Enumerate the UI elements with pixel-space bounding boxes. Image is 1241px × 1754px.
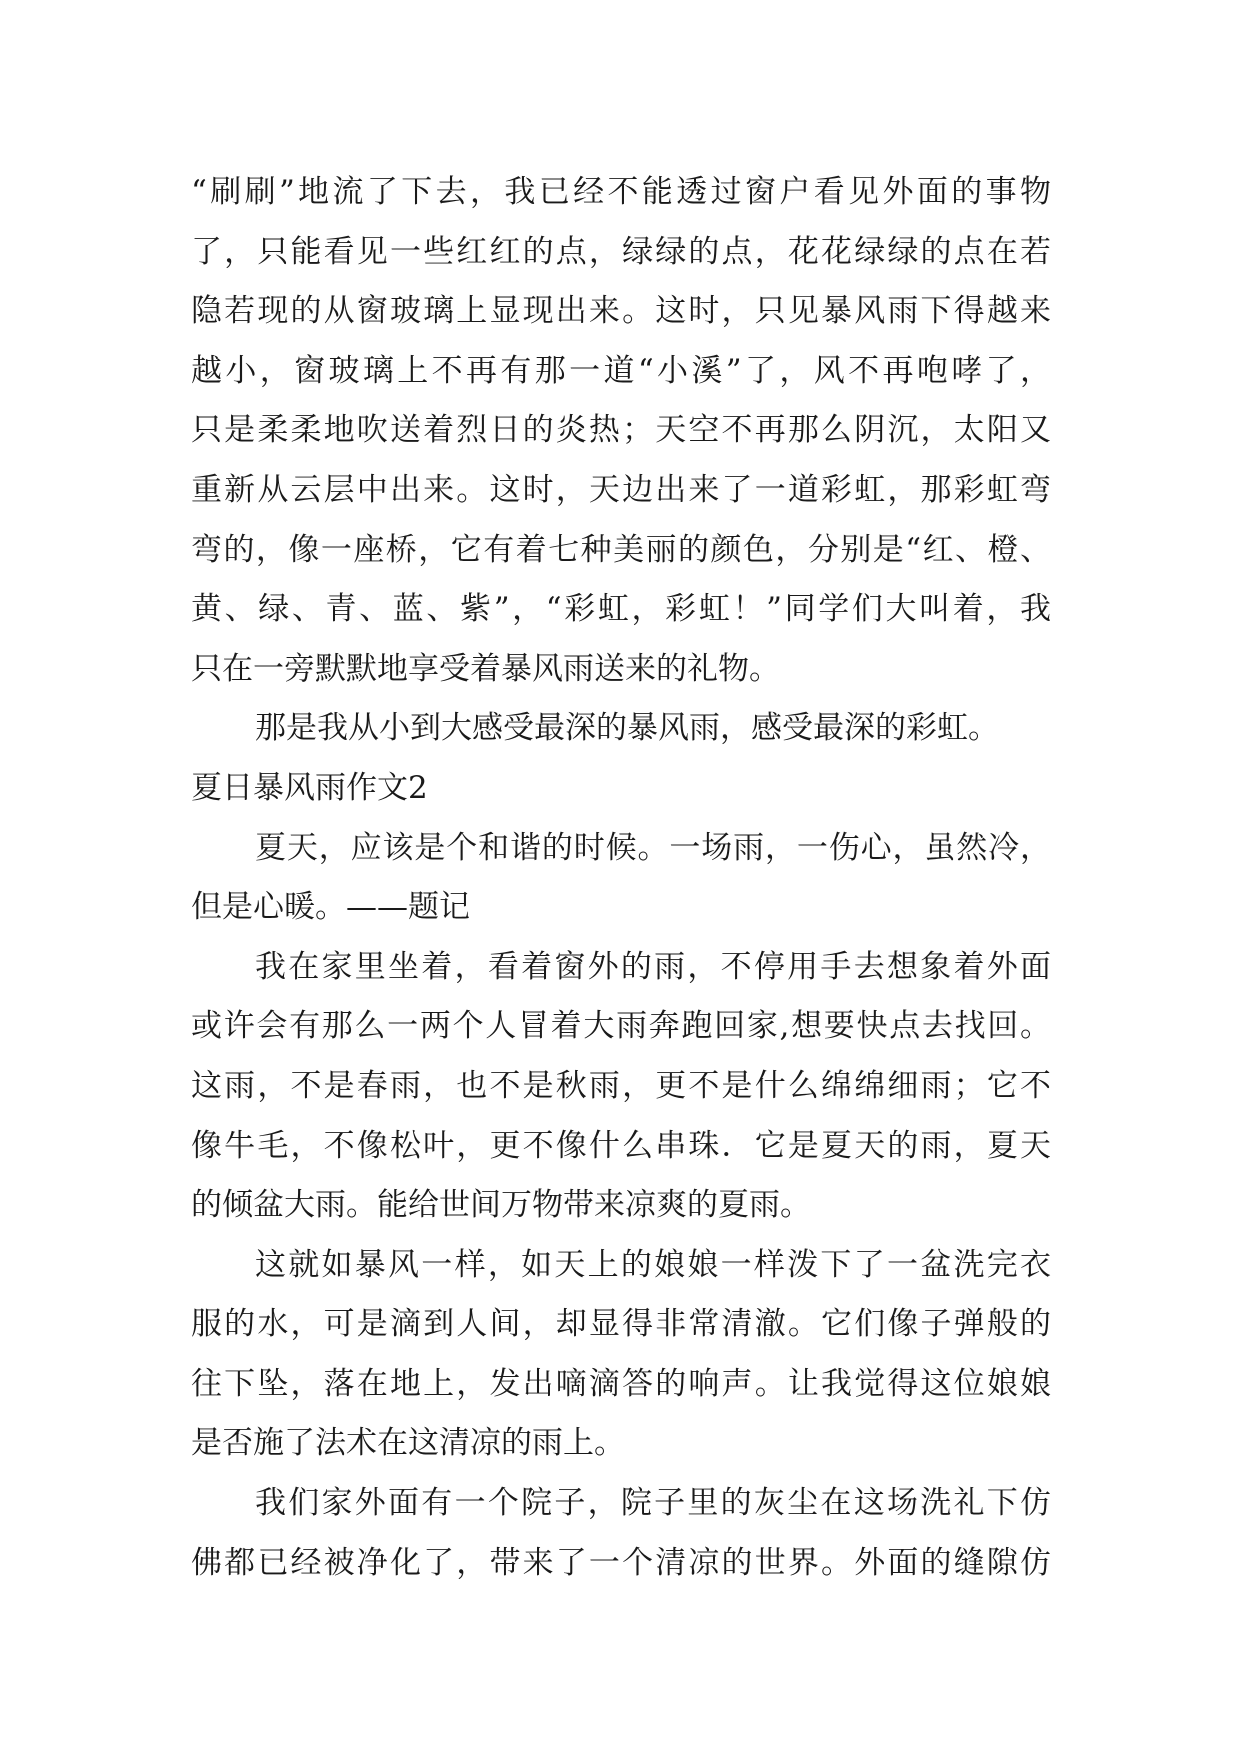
essay-body [191, 163, 1051, 1593]
text-line: 隐若现的从窗玻璃上显现出来。这时，只见暴风雨下得越来 [191, 293, 1051, 330]
paragraph-first-line: 我们家外面有一个院子，院子里的灰尘在这场洗礼下仿 [255, 1485, 1051, 1522]
text-line: 越小，窗玻璃上不再有那一道“小溪”了，风不再咆哮了， [191, 352, 1051, 389]
text-line: 或许会有那么一两个人冒着大雨奔跑回家,想要快点去找回。 [191, 1008, 1051, 1045]
text-line: 这雨，不是春雨，也不是秋雨，更不是什么绵绵细雨；它不 [191, 1067, 1051, 1104]
text-line: 了，只能看见一些红红的点，绿绿的点，花花绿绿的点在若 [191, 233, 1051, 270]
text-line: 服的水，可是滴到人间，却显得非常清澈。它们像子弹般的 [191, 1306, 1051, 1343]
text-line: 佛都已经被净化了，带来了一个清凉的世界。外面的缝隙仿 [191, 1544, 1051, 1581]
paragraph-first-line: 这就如暴风一样，如天上的娘娘一样泼下了一盆洗完衣 [255, 1246, 1051, 1283]
text-line: 的倾盆大雨。能给世间万物带来凉爽的夏雨。 [191, 1187, 811, 1224]
text-line: 黄、绿、青、蓝、紫”，“彩虹，彩虹！”同学们大叫着，我 [191, 591, 1051, 628]
text-line: 往下坠，落在地上，发出嘀滴答的响声。让我觉得这位娘娘 [191, 1365, 1051, 1402]
paragraph-first-line: 那是我从小到大感受最深的暴风雨，感受最深的彩虹。 [255, 710, 999, 747]
section-heading: 夏日暴风雨作文2 [191, 769, 428, 806]
text-line: 只是柔柔地吹送着烈日的炎热；天空不再那么阴沉，太阳又 [191, 412, 1051, 449]
text-line: “刷刷”地流了下去，我已经不能透过窗户看见外面的事物 [191, 174, 1051, 210]
text-line: 但是心暖。——题记 [191, 889, 470, 926]
paragraph-first-line: 夏天，应该是个和谐的时候。一场雨，一伤心，虽然冷， [255, 829, 1051, 866]
text-line: 像牛毛，不像松叶，更不像什么串珠．它是夏天的雨，夏天 [191, 1127, 1051, 1164]
text-line: 只在一旁默默地享受着暴风雨送来的礼物。 [191, 650, 780, 687]
text-line: 重新从云层中出来。这时，天边出来了一道彩虹，那彩虹弯 [191, 471, 1051, 508]
text-line: 是否施了法术在这清凉的雨上。 [191, 1425, 625, 1462]
text-line: 弯的，像一座桥，它有着七种美丽的颜色，分别是“红、橙、 [191, 531, 1051, 568]
paragraph-first-line: 我在家里坐着，看着窗外的雨，不停用手去想象着外面 [255, 948, 1051, 985]
